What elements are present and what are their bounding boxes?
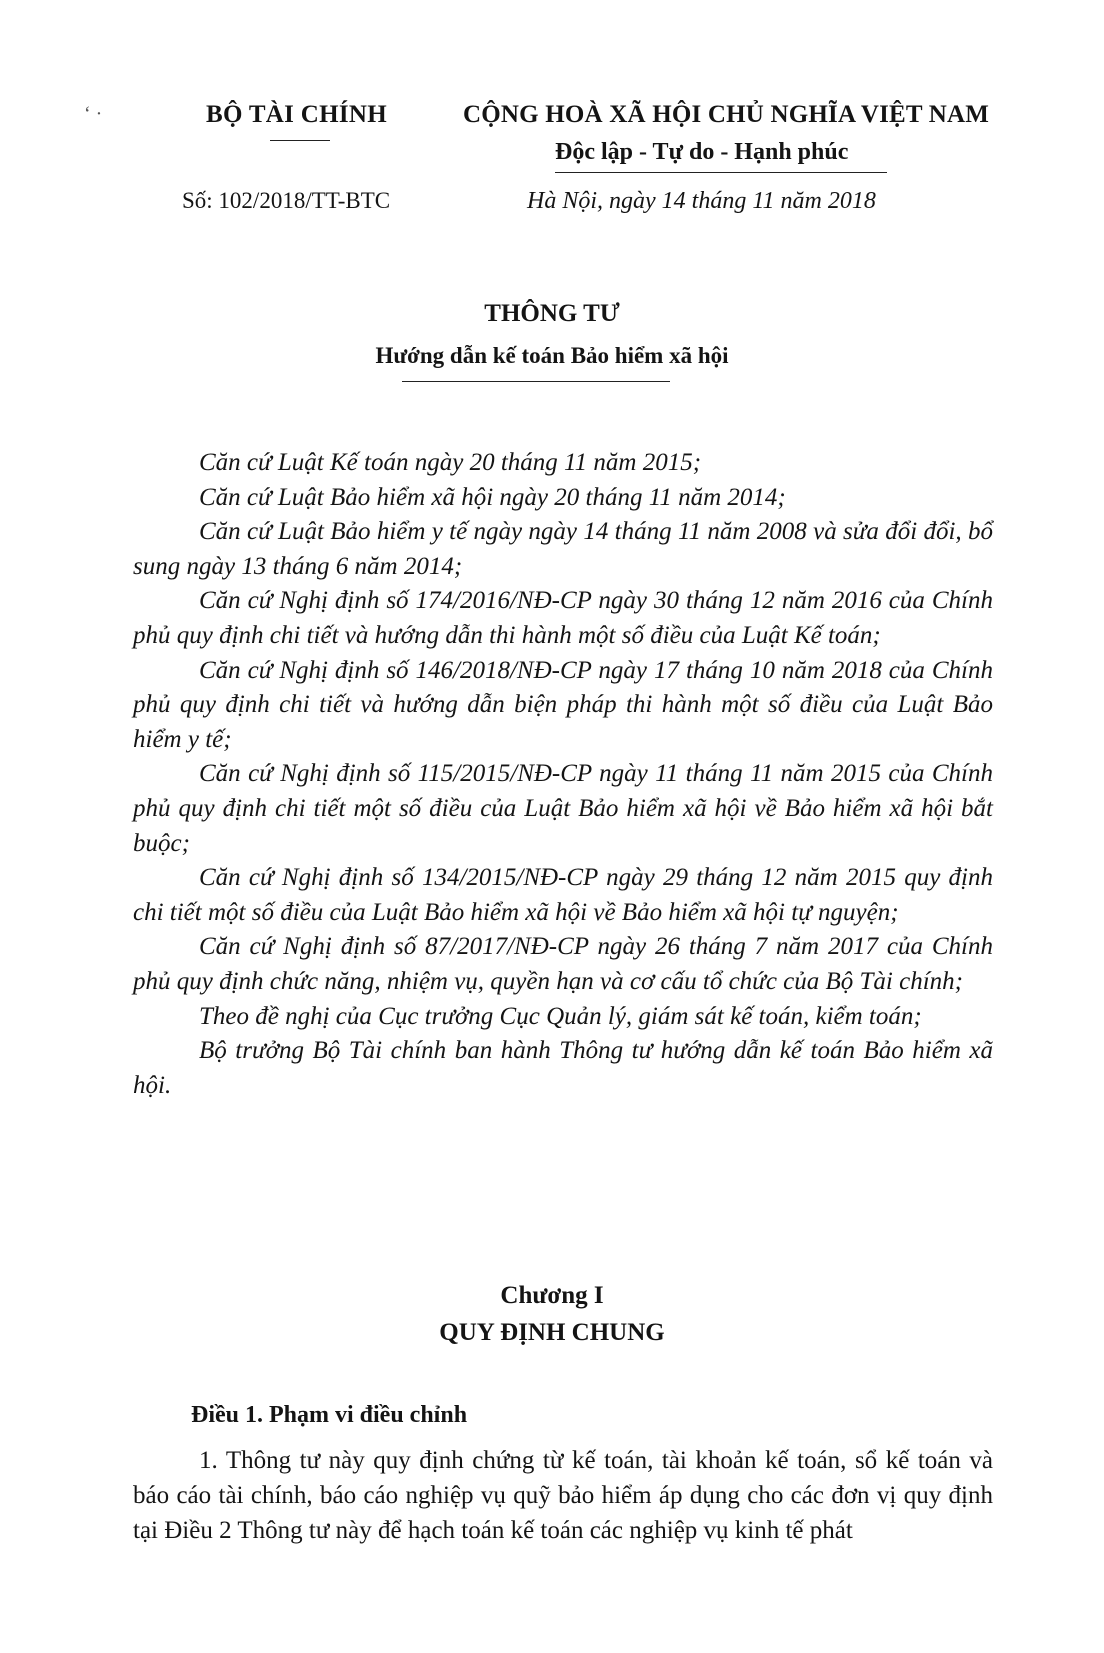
document-number: Số: 102/2018/TT-BTC: [182, 188, 391, 213]
basis-item: Bộ trưởng Bộ Tài chính ban hành Thông tư hướng dẫn kế toán Bảo hiểm xã hội.: [133, 1037, 993, 1099]
basis-item: Căn cứ Nghị định số 115/2015/NĐ-CP ngày 11 tháng 11 năm 2015 của Chính phủ quy định chi tiết một số điều của Luật Bảo hiểm xã hội về Bảo hiểm xã hội bắt buộc;: [133, 760, 993, 857]
legal-basis: [133, 446, 993, 1103]
article-body: [133, 1443, 993, 1548]
document-type-title: THÔNG TƯ: [484, 300, 620, 327]
basis-item: Theo đề nghị của Cục trưởng Cục Quản lý, giám sát kế toán, kiểm toán;: [199, 1002, 922, 1030]
basis-item: Căn cứ Nghị định số 174/2016/NĐ-CP ngày 30 tháng 12 năm 2016 của Chính phủ quy định chi tiết và hướng dẫn thi hành một số điều của Luật Kế toán;: [133, 587, 993, 649]
article-heading: Điều 1. Phạm vi điều chỉnh: [191, 1402, 468, 1428]
basis-item: Căn cứ Nghị định số 87/2017/NĐ-CP ngày 26 tháng 7 năm 2017 của Chính phủ quy định chức năng, nhiệm vụ, quyền hạn và cơ cấu tổ chức của Bộ Tài chính;: [133, 933, 993, 995]
basis-item: Căn cứ Luật Bảo hiểm xã hội ngày 20 tháng 11 năm 2014;: [199, 483, 786, 511]
basis-item: Căn cứ Luật Kế toán ngày 20 tháng 11 năm 2015;: [199, 449, 702, 476]
basis-item: Căn cứ Nghị định số 134/2015/NĐ-CP ngày 29 tháng 12 năm 2015 quy định chi tiết một số điều của Luật Bảo hiểm xã hội về Bảo hiểm xã hội tự nguyện;: [133, 864, 993, 926]
document-subtitle: Hướng dẫn kế toán Bảo hiểm xã hội: [375, 343, 729, 368]
issue-date: Hà Nội, ngày 14 tháng 11 năm 2018: [527, 188, 876, 214]
scan-mark: ‘ ·: [84, 103, 103, 125]
ministry-underline: [270, 140, 330, 141]
chapter-title: QUY ĐỊNH CHUNG: [439, 1319, 665, 1346]
national-title: CỘNG HOÀ XÃ HỘI CHỦ NGHĨA VIỆT NAM: [463, 101, 990, 128]
subtitle-underline: [402, 381, 670, 382]
basis-item: Căn cứ Luật Bảo hiểm y tế ngày ngày 14 tháng 11 năm 2008 và sửa đổi đổi, bổ sung ngày 13 tháng 6 năm 2014;: [133, 518, 993, 580]
basis-item: Căn cứ Nghị định số 146/2018/NĐ-CP ngày 17 tháng 10 năm 2018 của Chính phủ quy định chi tiết và hướng dẫn biện pháp thi hành một số điều của Luật Bảo hiểm y tế;: [133, 656, 993, 753]
national-motto: Độc lập - Tự do - Hạnh phúc: [555, 139, 849, 165]
article-paragraph: 1. Thông tư này quy định chứng từ kế toán, tài khoản kế toán, sổ kế toán và báo cáo tài chính, báo cáo nghiệp vụ quỹ bảo hiểm áp dụng cho các đơn vị quy định tại Điều 2 Thông tư này để hạch toán kế toán các nghiệp vụ kinh tế phát: [133, 1447, 993, 1544]
chapter-label: Chương I: [500, 1282, 604, 1309]
motto-underline: [555, 172, 887, 173]
issuing-ministry: BỘ TÀI CHÍNH: [206, 101, 387, 128]
